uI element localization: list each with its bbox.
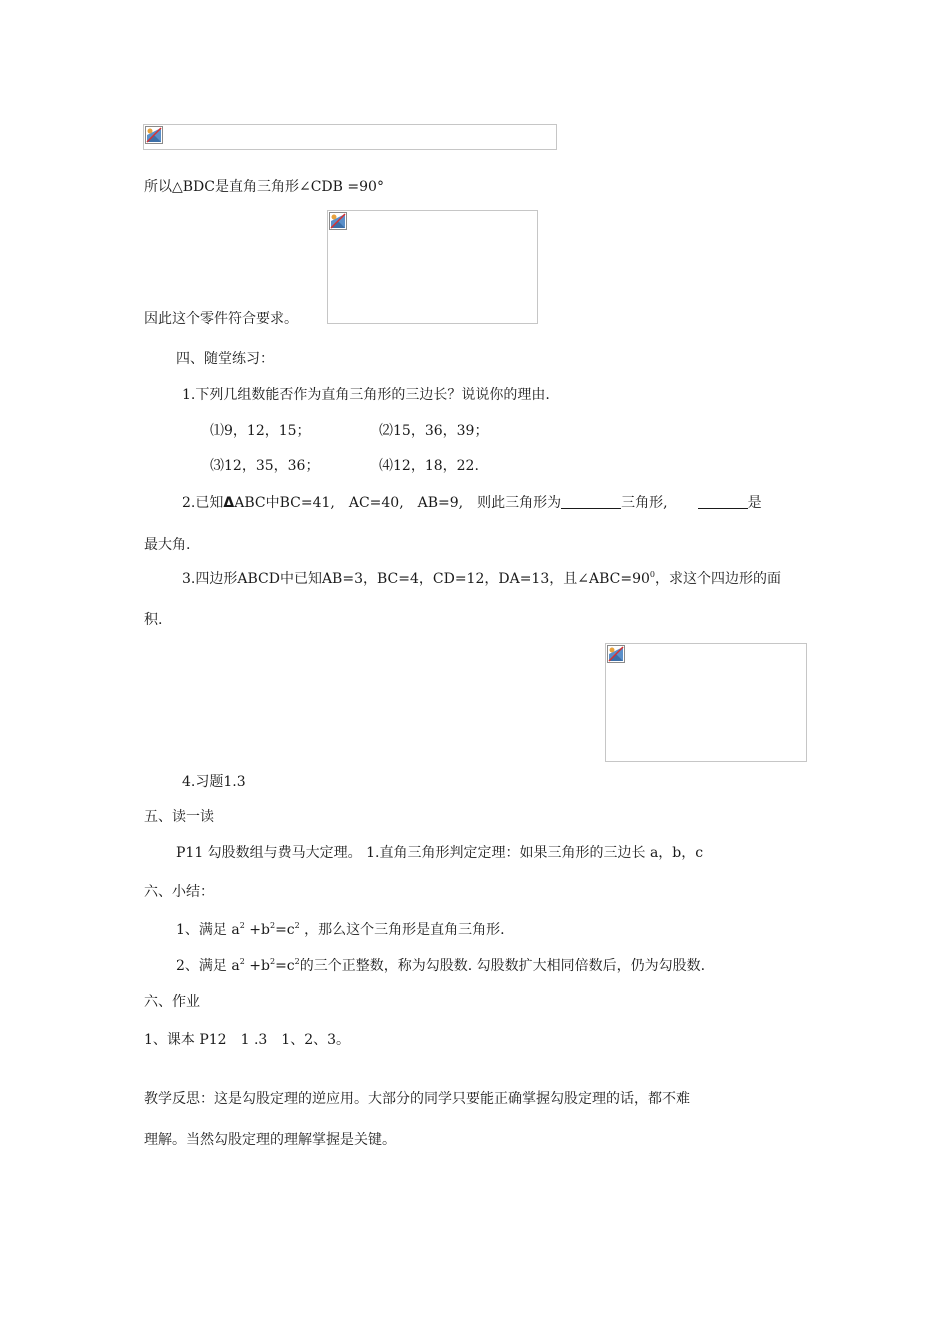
- reflection-line-1: 教学反思：这是勾股定理的逆应用。大部分的同学只要能正确掌握勾股定理的话，都不难: [144, 1091, 690, 1107]
- q3-sup: 0: [649, 570, 655, 579]
- q3-tail: ，求这个四边形的面: [655, 571, 781, 587]
- reflection-line-2: 理解。当然勾股定理的理解掌握是关键。: [144, 1132, 396, 1148]
- q1-option-1: ⑴9，12，15；: [210, 423, 311, 439]
- blank-1: [561, 494, 621, 509]
- q2-line-1: [182, 494, 762, 512]
- triangle-symbol: Δ: [223, 495, 235, 511]
- summary-2-sup3: 2: [294, 957, 300, 966]
- reading-heading: 五、读一读: [144, 809, 214, 825]
- summary-2-lead: 2、满足 a: [176, 958, 240, 974]
- broken-image-1: [143, 124, 557, 150]
- q2-mid: ABC中BC=41, AC=40, AB=9, 则此三角形为: [234, 495, 562, 511]
- q1-option-3: ⑶12，35，36；: [210, 458, 320, 474]
- reading-text: P11 勾股数组与费马大定理。 1.直角三角形判定定理：如果三角形的三边长 a，b，c: [176, 845, 704, 861]
- homework-item-1: 1、课本 P12 1 .3 1、2、3。: [144, 1032, 351, 1048]
- q2-after-blank-1: 三角形,: [621, 495, 668, 511]
- summary-2-mid2: =c: [275, 958, 295, 974]
- broken-image-icon: [329, 212, 347, 230]
- q1-option-4: ⑷12，18，22.: [379, 458, 479, 474]
- summary-2-sup1: 2: [239, 957, 245, 966]
- blank-2: [698, 494, 748, 509]
- homework-heading: 六、作业: [144, 994, 200, 1010]
- summary-1-sup3: 2: [294, 921, 300, 930]
- summary-item-2: [176, 957, 705, 975]
- summary-1-sup2: 2: [269, 921, 276, 930]
- broken-image-icon: [607, 645, 625, 663]
- broken-image-3: [605, 643, 807, 762]
- summary-2-sup2: 2: [269, 957, 276, 966]
- q3-line-2: 积.: [144, 612, 163, 628]
- q3-line-1: [182, 570, 781, 588]
- summary-1-mid: +b: [244, 922, 270, 938]
- meets-requirement: 因此这个零件符合要求。: [144, 311, 298, 327]
- proof-conclusion: 所以△BDC是直角三角形∠CDB =90°: [144, 179, 384, 195]
- broken-image-2: [327, 210, 538, 324]
- q3-text: 3.四边形ABCD中已知AB=3，BC=4，CD=12，DA=13，且∠ABC=90: [182, 571, 650, 587]
- q4: 4.习题1.3: [182, 774, 246, 790]
- q2-line-2: 最大角.: [144, 537, 191, 553]
- broken-image-icon: [145, 126, 163, 144]
- q1-option-2: ⑵15，36，39；: [379, 423, 489, 439]
- summary-1-sup1: 2: [239, 921, 245, 930]
- summary-item-1: [176, 921, 505, 939]
- summary-1-tail: ，那么这个三角形是直角三角形.: [299, 922, 505, 938]
- summary-2-mid: +b: [244, 958, 270, 974]
- q1-prompt: 1.下列几组数能否作为直角三角形的三边长？说说你的理由.: [182, 387, 550, 403]
- q2-after-blank-2: 是: [747, 495, 762, 511]
- summary-1-mid2: =c: [275, 922, 295, 938]
- practice-heading: 四、随堂练习：: [176, 351, 274, 367]
- q2-prefix: 2.已知: [182, 495, 224, 511]
- summary-heading: 六、小结：: [144, 884, 214, 900]
- summary-2-tail: 的三个正整数，称为勾股数. 勾股数扩大相同倍数后，仍为勾股数.: [299, 958, 706, 974]
- summary-1-lead: 1、满足 a: [176, 922, 240, 938]
